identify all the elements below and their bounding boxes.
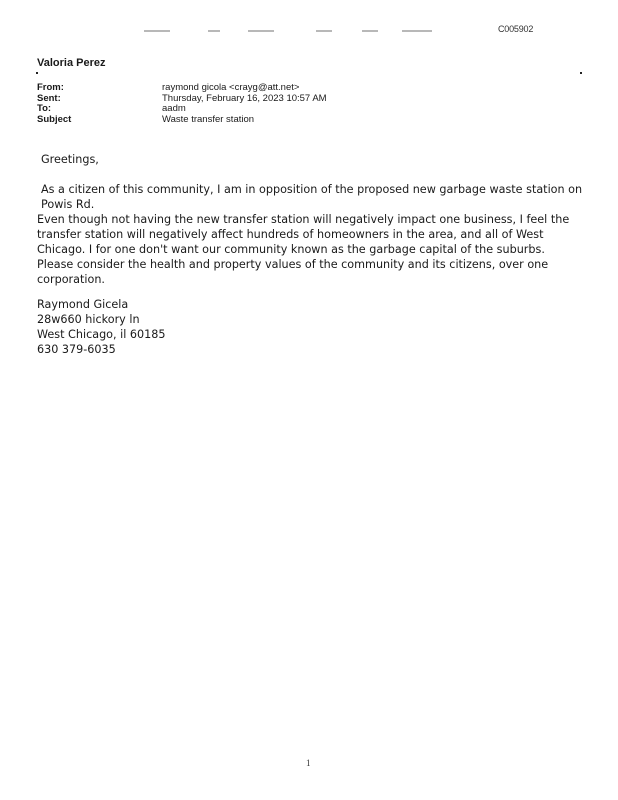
mailbox-owner-name: Valoria Perez <box>37 57 106 69</box>
signature-address-line-1: 28w660 hickory ln <box>37 313 140 326</box>
signature-name: Raymond Gicela <box>37 298 129 311</box>
to-row <box>37 104 327 115</box>
email-body <box>37 152 587 287</box>
rule-tick-right <box>580 72 582 74</box>
rule-tick-left <box>36 72 38 74</box>
subject-row <box>37 115 327 126</box>
sent-value: Thursday, February 16, 2023 10:57 AM <box>162 92 327 104</box>
subject-label: Subject <box>37 113 72 125</box>
to-label: To: <box>37 103 52 114</box>
from-label: From: <box>37 82 64 93</box>
from-value: raymond gicola <crayg@att.net> <box>162 82 300 93</box>
signature-block <box>37 297 166 357</box>
body-paragraph-2: Even though not having the new transfer station will negatively impact one business, I feel the transfer station will negatively affect hundreds of homeowners in the area, and all of West Chicago. I for one don't want our community known as the garbage capital of the suburbs. Please consider the health and property values of the community and its citizens, over one corporation. <box>37 213 573 286</box>
from-row <box>37 83 327 94</box>
greeting: Greetings, <box>41 153 99 166</box>
faint-header-marks <box>140 30 440 34</box>
email-header <box>37 83 327 125</box>
subject-value: Waste transfer station <box>162 113 255 125</box>
to-value: aadm <box>162 103 186 114</box>
signature-address-line-2: West Chicago, il 60185 <box>37 328 166 341</box>
document-id: C005902 <box>498 24 534 34</box>
sent-label: Sent: <box>37 92 61 104</box>
body-paragraph-1: As a citizen of this community, I am in opposition of the proposed new garbage waste station on Powis Rd. <box>41 183 586 211</box>
signature-phone: 630 379-6035 <box>37 343 116 356</box>
page-number: 1 <box>306 758 311 768</box>
